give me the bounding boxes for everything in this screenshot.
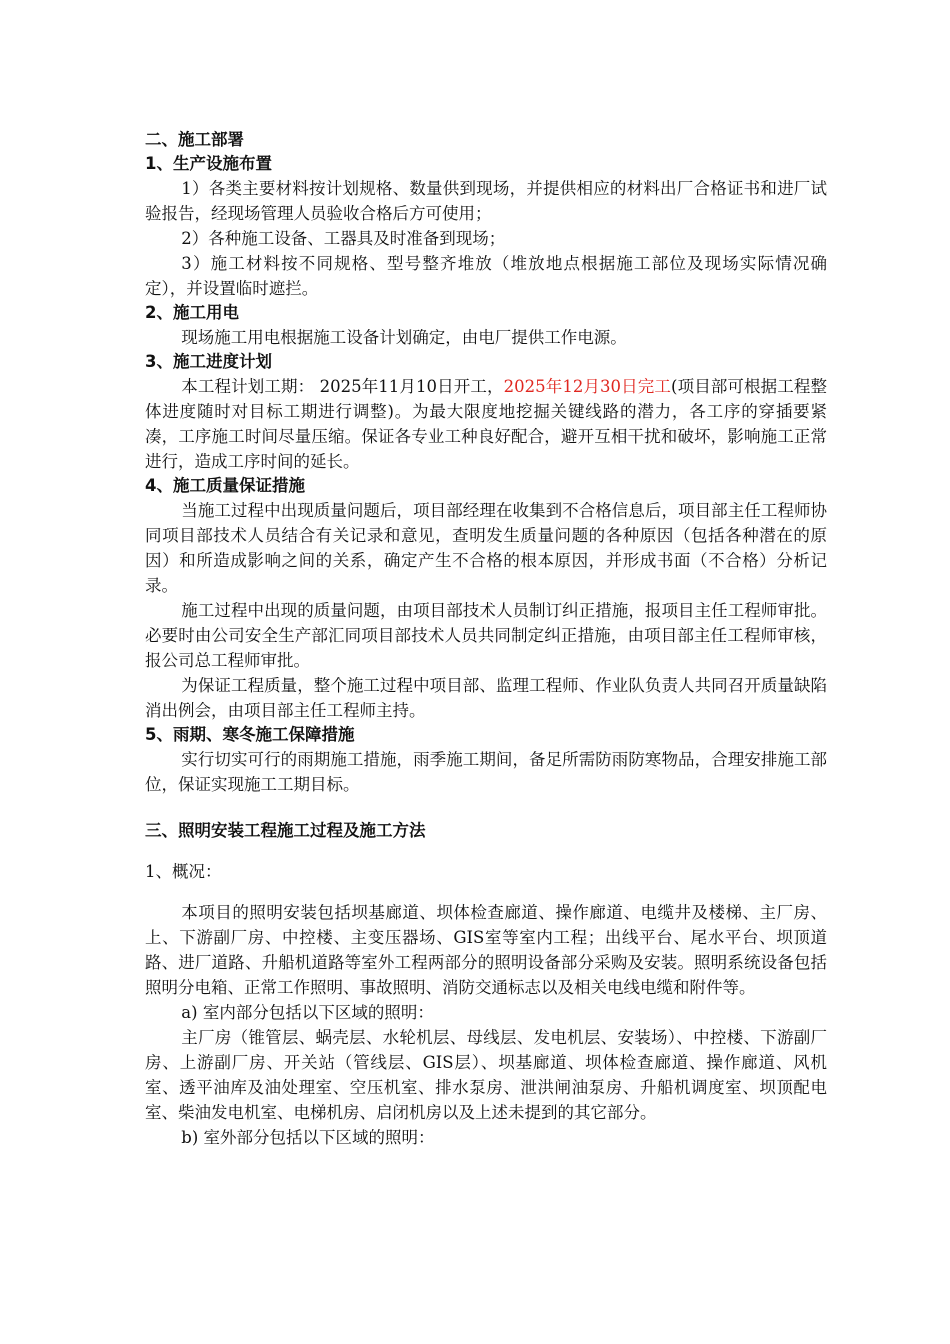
subheading-schedule: 3、施工进度计划 <box>145 352 272 371</box>
overview-label: 1、概况： <box>145 862 222 881</box>
section-heading-lighting: 三、照明安装工程施工过程及施工方法 <box>145 821 426 840</box>
paragraph-weather: 实行切实可行的雨期施工措施，雨季施工期间，备足所需防雨防寒物品，合理安排施工部位，保证实现施工工期目标。 <box>145 750 827 794</box>
subheading-production-facilities: 1、生产设施布置 <box>145 154 272 173</box>
paragraph-overview: 本项目的照明安装包括坝基廊道、坝体检查廊道、操作廊道、电缆井及楼梯、主厂房、上、下游副厂房、中控楼、主变压器场、GIS室等室内工程；出线平台、尾水平台、坝顶道路、进厂道路、升船机道路等室外工程两部分的照明设备部分采购及安装。照明系统设备包括照明分电箱、正常工作照明、事故照明、消防交通标志以及相关电线电缆和附件等。 <box>145 903 827 997</box>
paragraph-equipment: 2）各种施工设备、工器具及时准备到现场； <box>181 229 506 248</box>
subheading-power: 2、施工用电 <box>145 303 239 322</box>
subheading-quality: 4、施工质量保证措施 <box>145 476 305 495</box>
paragraph-stacking: 3）施工材料按不同规格、型号整齐堆放（堆放地点根据施工部位及现场实际情况确定），并设置临时遮拦。 <box>145 254 827 298</box>
paragraph-indoor-areas: 主厂房（锥管层、蜗壳层、水轮机层、母线层、发电机层、安装场）、中控楼、下游副厂房、上游副厂房、开关站（管线层、GIS层）、坝基廊道、坝体检查廊道、操作廊道、风机室、透平油库及油处理室、空压机室、排水泵房、泄洪闸油泵房、升船机调度室、坝顶配电室、柴油发电机室、电梯机房、启闭机房以及上述未提到的其它部分。 <box>145 1028 827 1122</box>
paragraph-quality-correction: 施工过程中出现的质量问题，由项目部技术人员制订纠正措施，报项目主任工程师审批。必要时由公司安全生产部汇同项目部技术人员共同制定纠正措施，由项目部主任工程师审核，报公司总工程师审批。 <box>145 601 827 670</box>
paragraph-power: 现场施工用电根据施工设备计划确定，由电厂提供工作电源。 <box>181 328 627 347</box>
paragraph-quality-meeting: 为保证工程质量，整个施工过程中项目部、监理工程师、作业队负责人共同召开质量缺陷消出例会，由项目部主任工程师主持。 <box>145 676 827 720</box>
paragraph-schedule <box>145 374 827 474</box>
outdoor-label: b) 室外部分包括以下区域的照明： <box>181 1128 435 1147</box>
section-spacer <box>145 843 827 859</box>
paragraph-quality-analysis: 当施工过程中出现质量问题后，项目部经理在收集到不合格信息后，项目部主任工程师协同项目部技术人员结合有关记录和意见，查明发生质量问题的各种原因（包括各种潜在的原因）和所造成影响之间的关系，确定产生不合格的根本原因，并形成书面（不合格）分析记录。 <box>145 501 827 595</box>
section-spacer <box>145 884 827 900</box>
schedule-rest-text: (项目部可根据工程整体进度随时对目标工期进行调整)。为最大限度地挖掘关键线路的潜力，各工序的穿插要紧凑，工序施工时间尽量压缩。保证各专业工种良好配合，避开互相干扰和破坏，影响施工正常进行，造成工序时间的延长。 <box>145 377 828 471</box>
paragraph-materials: 1）各类主要材料按计划规格、数量供到现场，并提供相应的材料出厂合格证书和进厂试验报告，经现场管理人员验收合格后方可使用； <box>145 179 827 223</box>
indoor-label: a) 室内部分包括以下区域的照明： <box>181 1003 434 1022</box>
section-spacer <box>145 797 827 819</box>
document-page <box>145 128 827 1150</box>
schedule-start-text: 本工程计划工期： 2025年11月10日开工， <box>181 377 504 396</box>
subheading-weather: 5、雨期、寒冬施工保障措施 <box>145 725 355 744</box>
schedule-completion-date: 2025年12月30日完工 <box>503 377 672 396</box>
section-heading-deployment: 二、施工部署 <box>145 130 244 149</box>
